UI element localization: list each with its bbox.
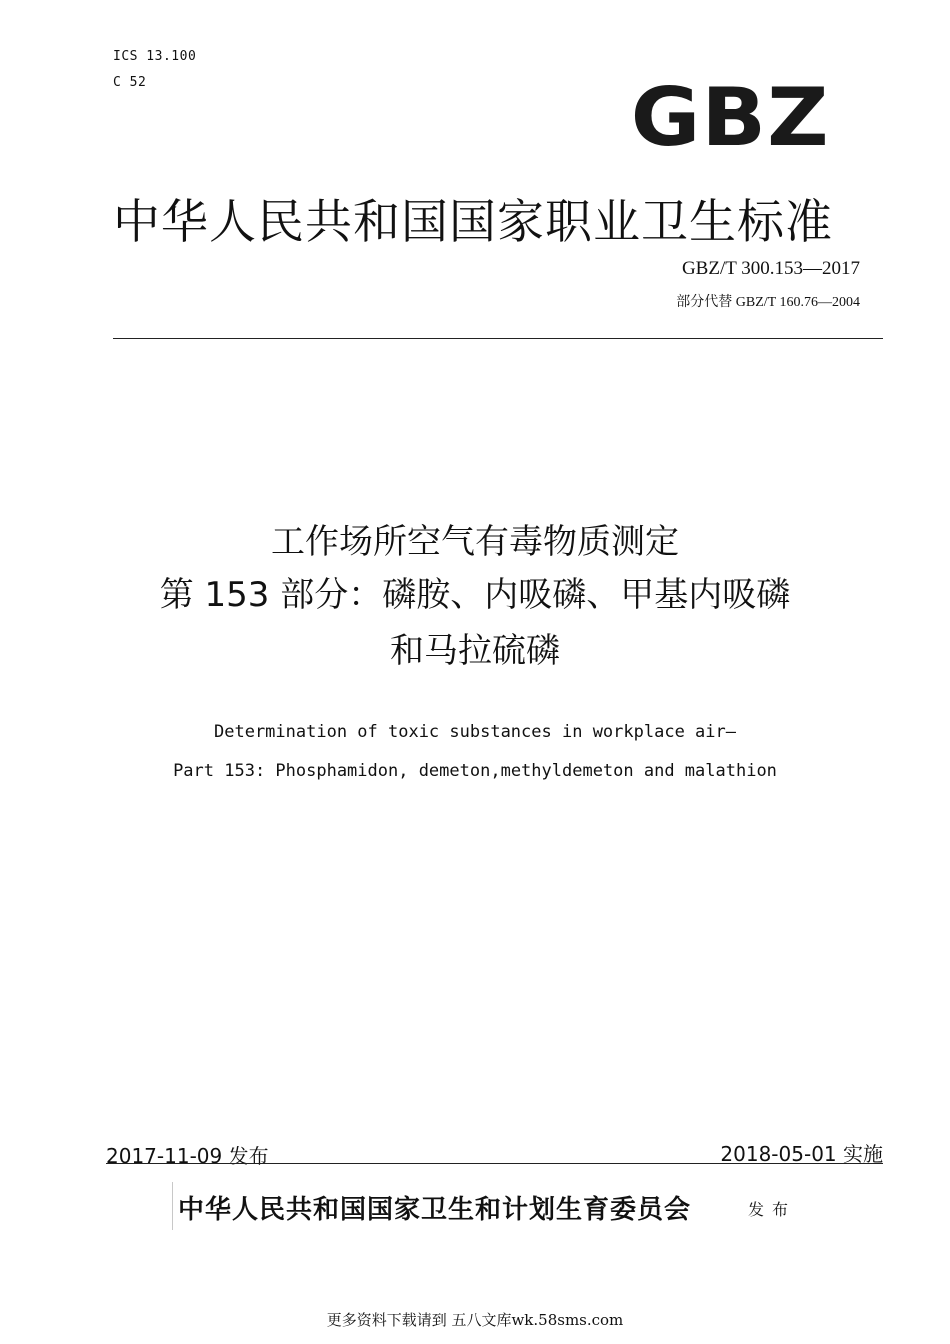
- standard-replaces: 部分代替 GBZ/T 160.76—2004: [676, 295, 860, 310]
- ccs-code: C 52: [113, 75, 147, 90]
- publish-label: 发布: [748, 1200, 797, 1219]
- english-title-line-2: Part 153: Phosphamidon, demeton,methyldemeton and malathion: [173, 761, 777, 781]
- issue-date: 2017-11-09 发布: [106, 1144, 269, 1168]
- chinese-title-line-1: 工作场所空气有毒物质测定: [271, 522, 679, 562]
- chinese-title-line-3: 和马拉硫磷: [390, 631, 560, 671]
- standard-number: GBZ/T 300.153—2017: [681, 258, 860, 279]
- publisher-name: 中华人民共和国国家卫生和计划生育委员会: [178, 1195, 692, 1225]
- publisher-left-mark: [172, 1182, 173, 1230]
- footer-note: 更多资料下载请到 五八文库wk.58sms.com: [326, 1311, 624, 1329]
- ics-code: ICS 13.100: [113, 49, 197, 64]
- standard-category-title: 中华人民共和国国家职业卫生标准: [113, 195, 833, 250]
- gbz-logo: GBZ: [631, 71, 830, 164]
- implementation-date: 2018-05-01 实施: [720, 1142, 883, 1166]
- header-divider: [113, 338, 883, 339]
- chinese-title-line-2: 第 153 部分：磷胺、内吸磷、甲基内吸磷: [159, 575, 791, 615]
- date-divider: [106, 1163, 883, 1164]
- english-title-line-1: Determination of toxic substances in workplace air—: [214, 722, 736, 742]
